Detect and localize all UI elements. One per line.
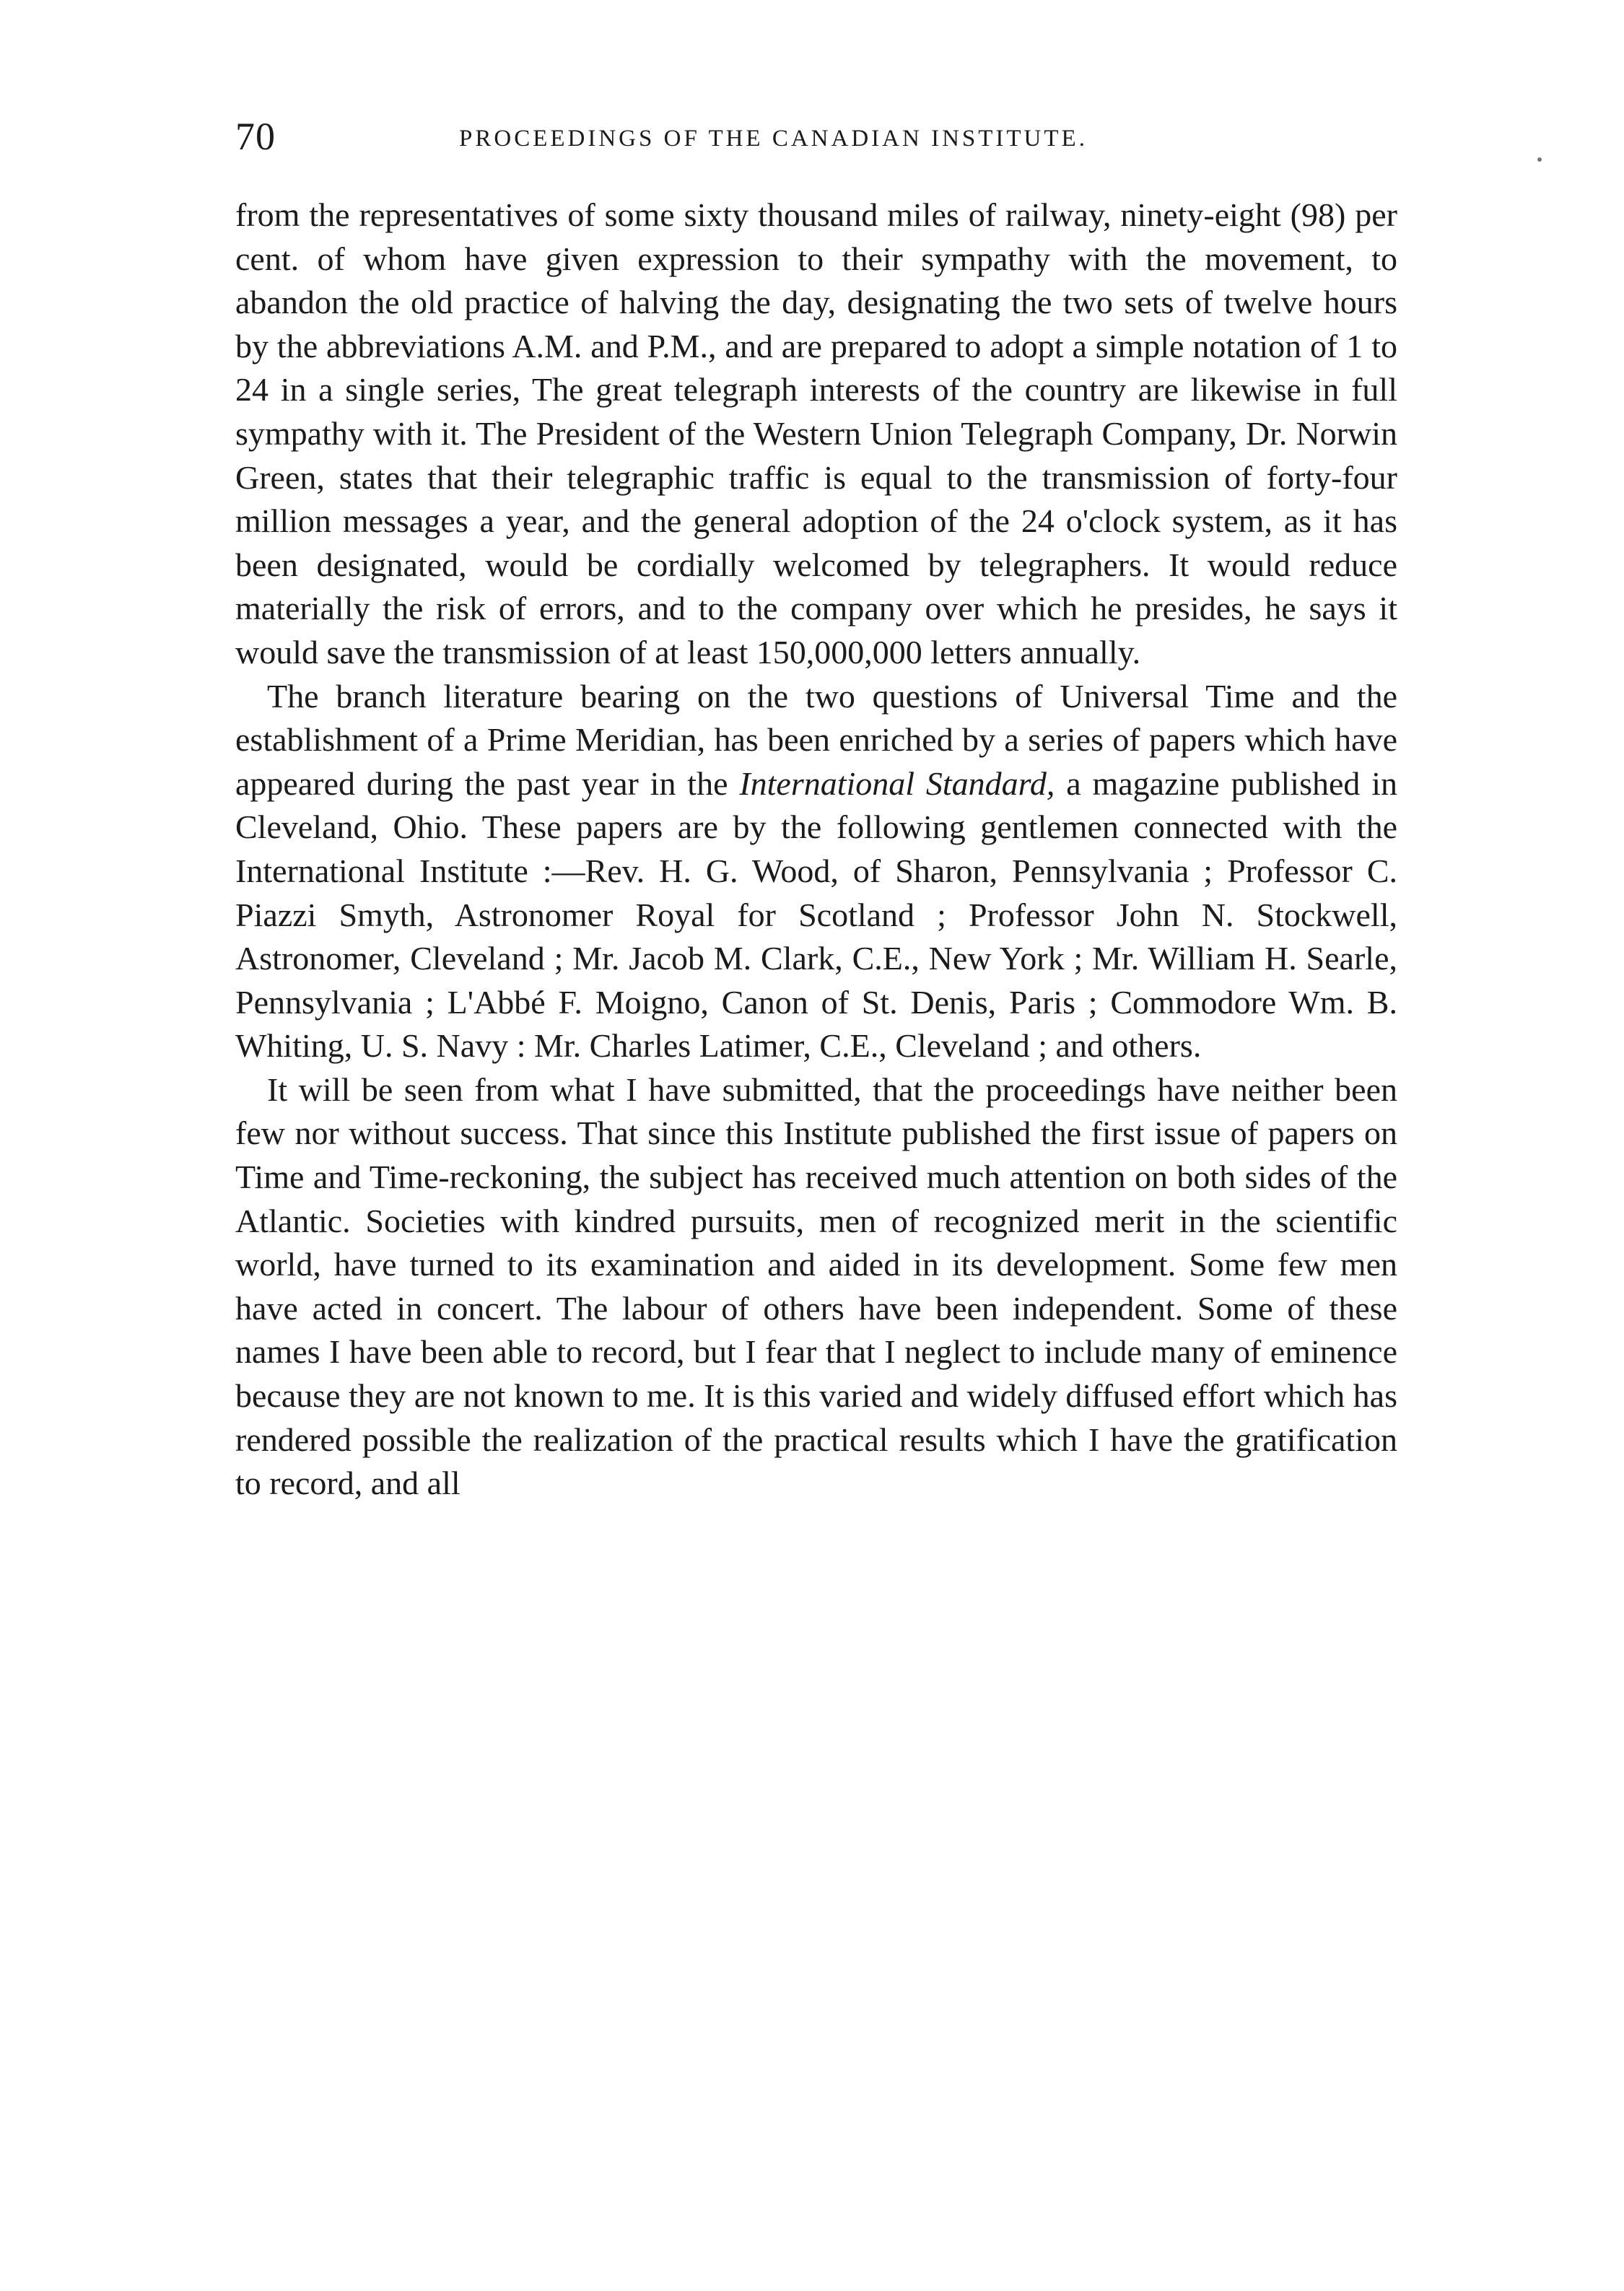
page-number: 70 <box>235 115 276 158</box>
body-text <box>235 193 1397 1506</box>
running-head: PROCEEDINGS OF THE CANADIAN INSTITUTE. <box>459 126 1088 152</box>
paragraph-text: The branch literature bearing on the two questions of Universal Time and the establishment of a Prime Meridian, has been enriched by a series of papers which have appeared during the past year in the <box>235 677 1397 802</box>
paragraph: It will be seen from what I have submitted, that the proceedings have neither been few nor without success. That since this Institute published the first issue of papers on Time and Time-reckoning, the subject has received much attention on both sides of the Atlantic. Societies with kindred pursuits, men of recognized merit in the scientific world, have turned to its examination and aided in its development. Some few men have acted in concert. The labour of others have been independent. Some of these names I have been able to record, but I fear that I neglect to include many of eminence because they are not known to me. It is this varied and widely diffused effort which has rendered possible the realization of the practical results which I have the gratification to record, and all <box>235 1070 1397 1502</box>
ink-speck <box>1537 157 1542 162</box>
paragraph-text: a magazine published in Cleveland, Ohio. These papers are by the following gentlemen connected with the International Institute :—Rev. H. G. Wood, of Sharon, Pennsylvania ; Professor C. Piazzi Smyth, Astronomer Royal for Scotland ; Professor John N. Stockwell, Astronomer, Cleveland ; Mr. Jacob M. Clark, C.E., New York ; Mr. William H. Searle, Pennsylvania ; L'Abbé F. Moigno, Canon of St. Denis, Paris ; Commodore Wm. B. Whiting, U. S. Navy : Mr. Charles Latimer, C.E., Cleveland ; and others. <box>235 764 1397 1065</box>
paragraph <box>235 675 1397 1068</box>
page-header <box>235 114 1397 172</box>
paragraph: from the representatives of some sixty thousand miles of railway, ninety-eight (98) per cent. of whom have given expression to their sympathy with the movement, to abandon the old practice of halving the day, designating the two sets of twelve hours by the abbreviations A.M. and P.M., and are prepared to adopt a simple notation of 1 to 24 in a single series, The great telegraph interests of the country are likewise in full sympathy with it. The President of the Western Union Telegraph Company, Dr. Norwin Green, states that their telegraphic traffic is equal to the transmission of forty-four million messages a year, and the general adoption of the 24 o'clock system, as it has been designated, would be cordially welcomed by telegraphers. It would reduce materially the risk of errors, and to the company over which he presides, he says it would save the transmission of at least 150,000,000 letters annually. <box>235 196 1397 671</box>
magazine-title: International Standard, <box>739 764 1055 802</box>
